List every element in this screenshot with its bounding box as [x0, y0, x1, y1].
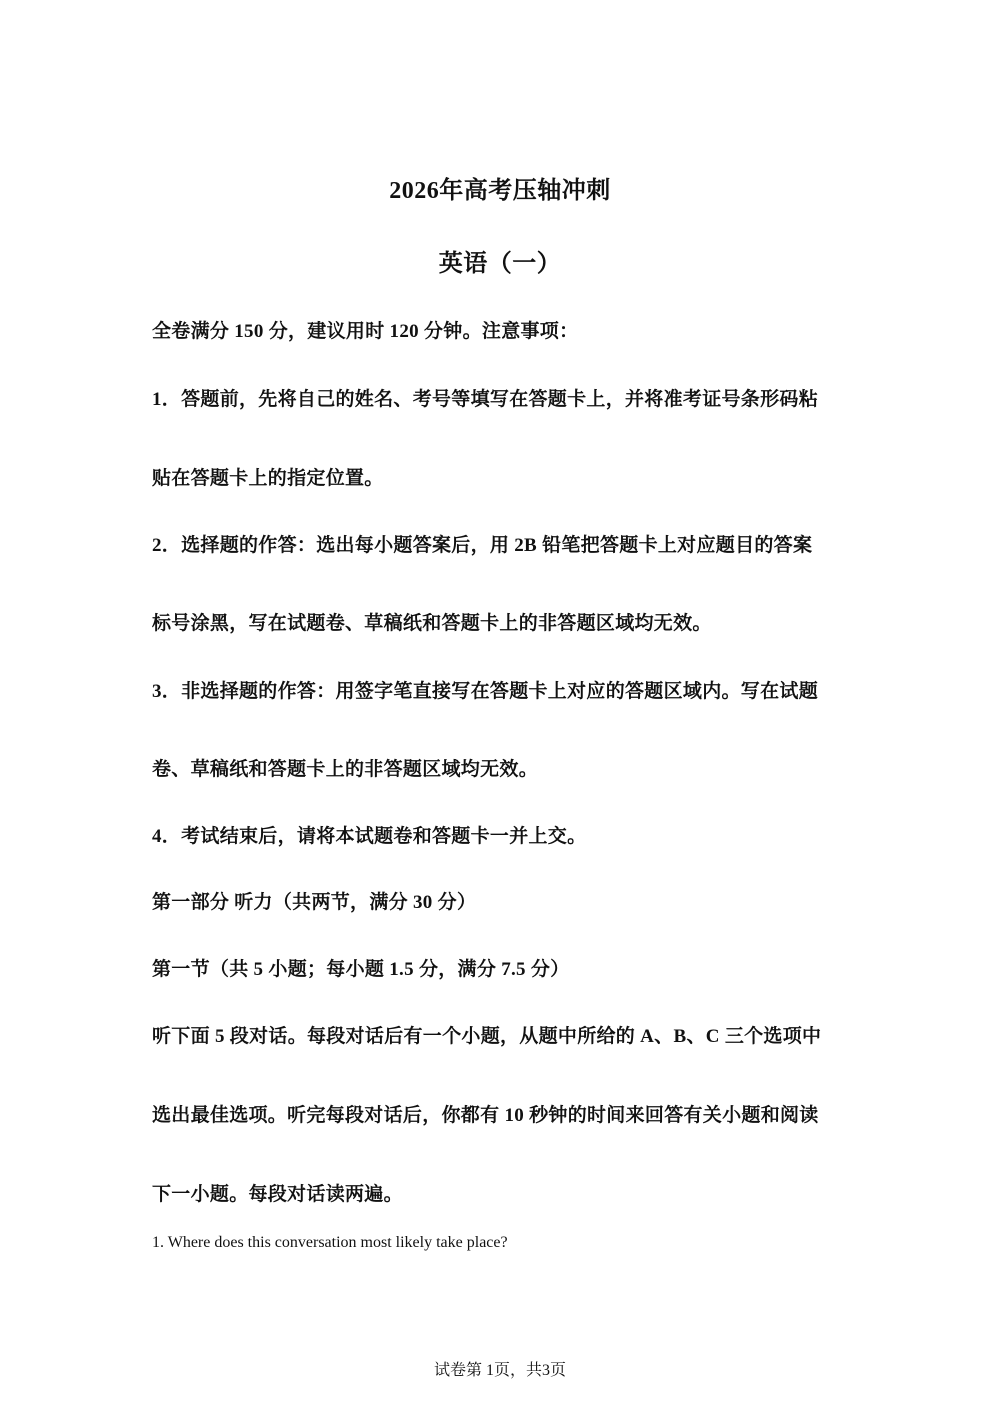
directions-line: 选出最佳选项。听完每段对话后，你都有 10 秒钟的时间来回答有关小题和阅读 — [152, 1105, 819, 1126]
instruction-line: 贴在答题卡上的指定位置。 — [152, 468, 384, 489]
question-1: 1. Where does this conversation most likely take place? — [152, 1234, 508, 1251]
exam-subtitle: 英语（一） — [438, 251, 562, 277]
subsection-heading: 第一节（共 5 小题；每小题 1.5 分，满分 7.5 分） — [152, 959, 570, 980]
instruction-line: 1．答题前，先将自己的姓名、考号等填写在答题卡上，并将准考证号条形码粘 — [152, 389, 819, 410]
instruction-line: 3．非选择题的作答：用签字笔直接写在答题卡上对应的答题区域内。写在试题 — [152, 681, 819, 702]
directions-line: 下一小题。每段对话读两遍。 — [152, 1184, 403, 1205]
instructions-intro: 全卷满分 150 分，建议用时 120 分钟。注意事项： — [152, 321, 579, 342]
page-footer: 试卷第 1页，共3页 — [433, 1362, 566, 1379]
instruction-line: 2．选择题的作答：选出每小题答案后，用 2B 铅笔把答题卡上对应题目的答案 — [152, 535, 813, 556]
part-heading: 第一部分 听力（共两节，满分 30 分） — [152, 892, 477, 913]
directions-line: 听下面 5 段对话。每段对话后有一个小题，从题中所给的 A、B、C 三个选项中 — [152, 1026, 822, 1047]
instruction-line: 4．考试结束后，请将本试题卷和答题卡一并上交。 — [152, 826, 587, 847]
exam-title: 2026年高考压轴冲刺 — [389, 178, 611, 204]
instruction-line: 卷、草稿纸和答题卡上的非答题区域均无效。 — [152, 759, 539, 780]
instruction-line: 标号涂黑，写在试题卷、草稿纸和答题卡上的非答题区域均无效。 — [152, 613, 712, 634]
